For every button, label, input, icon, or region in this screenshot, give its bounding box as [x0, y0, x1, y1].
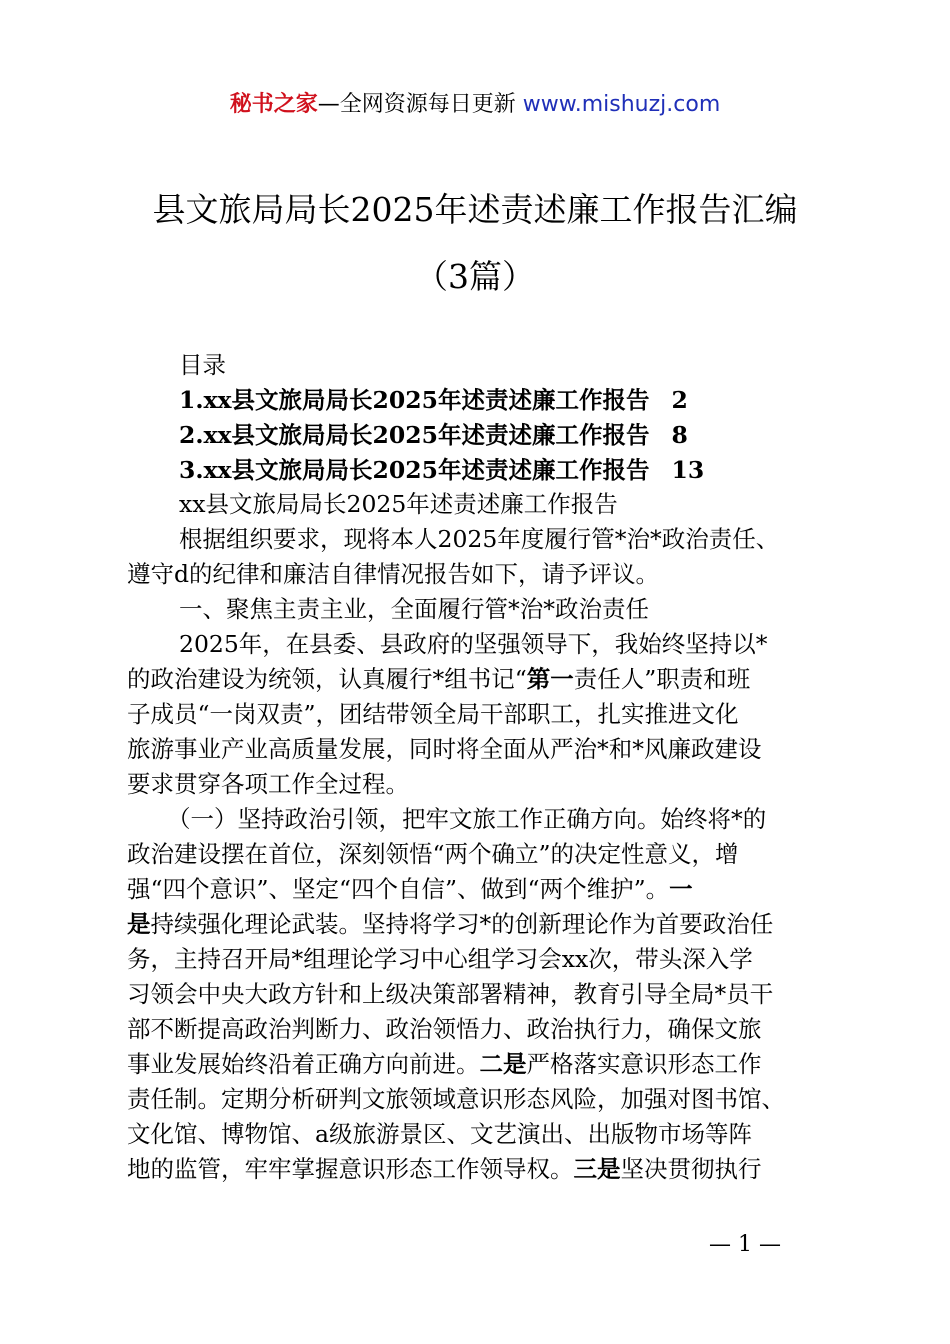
para2-line: （一）坚持政治引领，把牢文旅工作正确方向。始终将*的: [167, 805, 767, 833]
intro-line-1: 根据组织要求，现将本人2025年度履行管*治*政治责任、: [179, 525, 780, 553]
article-heading: xx县文旅局局长2025年述责述廉工作报告: [179, 490, 618, 518]
bold-run: 三是: [573, 1155, 621, 1183]
para2-line: 部不断提高政治判断力、政治领悟力、政治执行力，确保文旅: [127, 1015, 762, 1043]
bold-run: 是: [127, 910, 151, 938]
text-run: 严格落实意识形态工作: [526, 1050, 762, 1078]
para1-line: [127, 662, 750, 697]
intro-line-2: 遵守d的纪律和廉洁自律情况报告如下，请予评议。: [127, 560, 660, 588]
text-run: 的政治建设为统领，认真履行*组书记“: [127, 665, 527, 693]
toc-item-label: 1.xx县文旅局局长2025年述责述廉工作报告: [179, 386, 650, 414]
bold-run: 一: [669, 875, 693, 903]
toc-item-page: 13: [671, 456, 705, 484]
para2-line: [127, 1047, 762, 1082]
text-run: 责任人”职责和班: [573, 665, 751, 693]
para1-line: 旅游事业产业高质量发展，同时将全面从严治*和*风廉政建设: [127, 735, 762, 763]
document-title: 县文旅局局长2025年述责述廉工作报告汇编: [152, 190, 798, 229]
document-subtitle: （3篇）: [415, 257, 535, 296]
toc-item-page: 2: [671, 386, 688, 414]
para2-line: [127, 1152, 762, 1187]
text-run: 坚决贯彻执行: [620, 1155, 762, 1183]
para2-line: [127, 907, 773, 942]
text-run: 强“四个意识”、坚定“四个自信”、做到“两个维护”。: [127, 875, 670, 903]
para2-line: [127, 872, 693, 907]
text-run: 持续强化理论武装。坚持将学习*的创新理论作为首要政治任: [150, 910, 774, 938]
section-heading-1: 一、聚焦主责主业，全面履行管*治*政治责任: [179, 595, 649, 623]
bold-run: 第一: [526, 665, 574, 693]
toc-item-label: 2.xx县文旅局局长2025年述责述廉工作报告: [179, 421, 650, 449]
header-slogan: —全网资源每日更新: [317, 92, 523, 117]
toc-item-1[interactable]: [179, 383, 688, 418]
para2-line: 责任制。定期分析研判文旅领域意识形态风险，加强对图书馆、: [127, 1085, 785, 1113]
toc-item-2[interactable]: [179, 418, 688, 453]
text-run: 事业发展始终沿着正确方向前进。: [127, 1050, 480, 1078]
brand-name: 秘书之家: [229, 92, 318, 117]
site-url-link[interactable]: www.mishuzj.com: [522, 92, 721, 117]
para1-line: 要求贯穿各项工作全过程。: [127, 770, 409, 798]
para2-line: 务，主持召开局*组理论学习中心组学习会xx次，带头深入学: [127, 945, 753, 973]
para1-line: 子成员“一岗双责”，团结带领全局干部职工，扎实推进文化: [127, 700, 739, 728]
bold-run: 二是: [479, 1050, 527, 1078]
para2-line: 政治建设摆在首位，深刻领悟“两个确立”的决定性意义，增: [127, 840, 739, 868]
page-number: — 1 —: [709, 1232, 781, 1257]
para1-line: 2025年，在县委、县政府的坚强领导下，我始终坚持以*: [179, 630, 768, 658]
site-header: [0, 88, 950, 122]
toc-heading: 目录: [179, 351, 226, 379]
toc-item-3[interactable]: [179, 453, 704, 488]
para2-line: 习领会中央大政方针和上级决策部署精神，教育引导全局*员干: [127, 980, 774, 1008]
text-run: 地的监管，牢牢掌握意识形态工作领导权。: [127, 1155, 574, 1183]
toc-item-page: 8: [671, 421, 688, 449]
toc-item-label: 3.xx县文旅局局长2025年述责述廉工作报告: [179, 456, 650, 484]
para2-line: 文化馆、博物馆、a级旅游景区、文艺演出、出版物市场等阵: [127, 1120, 753, 1148]
